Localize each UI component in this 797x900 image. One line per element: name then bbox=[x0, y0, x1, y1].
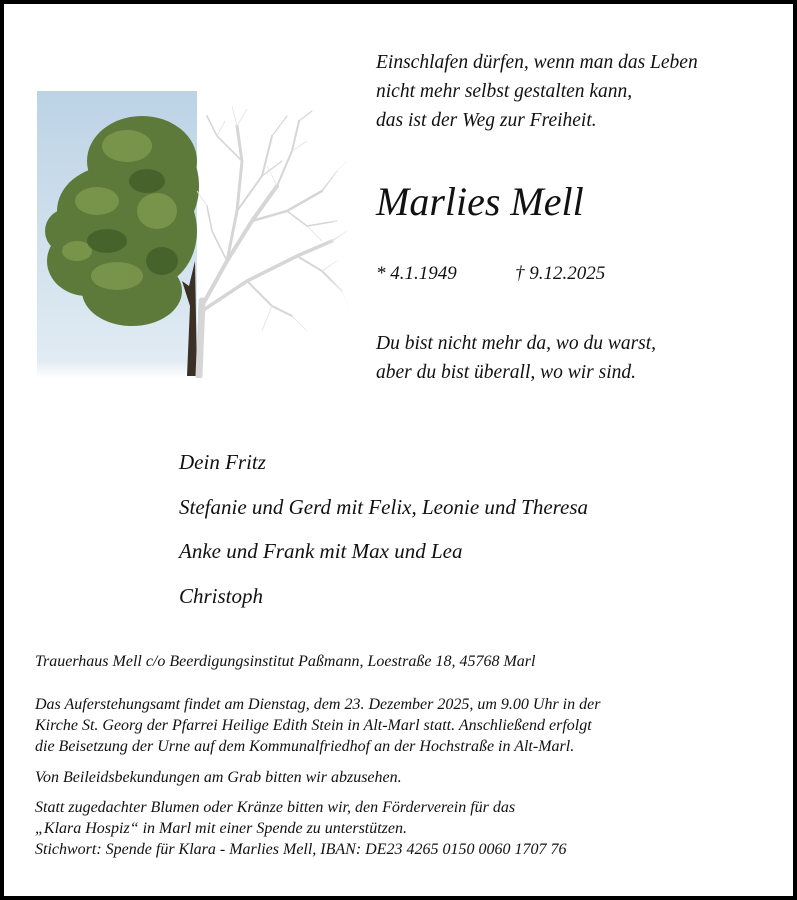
mourner-line: Stefanie und Gerd mit Felix, Leonie und Theresa bbox=[179, 494, 589, 519]
mourner-line: Dein Fritz bbox=[179, 450, 266, 474]
donation-request bbox=[35, 797, 775, 860]
closing-verse-line: aber du bist überall, wo wir sind. bbox=[376, 362, 637, 383]
closing-verse-line: Du bist nicht mehr da, wo du warst, bbox=[376, 333, 657, 354]
death-date: † 9.12.2025 bbox=[515, 263, 606, 284]
ceremony-line: Kirche St. Georg der Pfarrei Heilige Edith Stein in Alt-Marl statt. Anschließend erfolgt bbox=[35, 717, 592, 734]
tree-image bbox=[37, 91, 354, 378]
intro-verse-line: das ist der Weg zur Freiheit. bbox=[376, 110, 597, 131]
donation-line: „Klara Hospiz“ in Marl mit einer Spende zu unterstützen. bbox=[35, 820, 408, 837]
deceased-name: Marlies Mell bbox=[376, 179, 584, 224]
intro-verse-line: nicht mehr selbst gestalten kann, bbox=[376, 81, 633, 102]
donation-line: Statt zugedachter Blumen oder Kränze bitten wir, den Förderverein für das bbox=[35, 799, 516, 816]
donation-line: Stichwort: Spende für Klara - Marlies Mell, IBAN: DE23 4265 0150 0060 1707 76 bbox=[35, 841, 567, 858]
intro-verse-line: Einschlafen dürfen, wenn man das Leben bbox=[376, 52, 698, 73]
mourner-line: Christoph bbox=[179, 583, 264, 608]
service-info bbox=[35, 651, 775, 860]
ceremony-line: die Beisetzung der Urne auf dem Kommunalfriedhof an der Hochstraße in Alt-Marl. bbox=[35, 738, 575, 755]
mourners-list bbox=[179, 440, 588, 618]
life-dates bbox=[376, 261, 606, 287]
mourner-line: Anke und Frank mit Max und Lea bbox=[179, 539, 463, 563]
mourning-address: Trauerhaus Mell c/o Beerdigungsinstitut Paßmann, Loestraße 18, 45768 Marl bbox=[35, 653, 536, 670]
closing-verse bbox=[376, 329, 776, 387]
birth-date: * 4.1.1949 bbox=[376, 263, 457, 284]
ceremony-details bbox=[35, 694, 775, 757]
condolence-note: Von Beileidsbekundungen am Grab bitten wir abzusehen. bbox=[35, 769, 402, 786]
ceremony-line: Das Auferstehungsamt findet am Dienstag, dem 23. Dezember 2025, um 9.00 Uhr in der bbox=[35, 696, 601, 713]
intro-verse bbox=[376, 48, 776, 135]
